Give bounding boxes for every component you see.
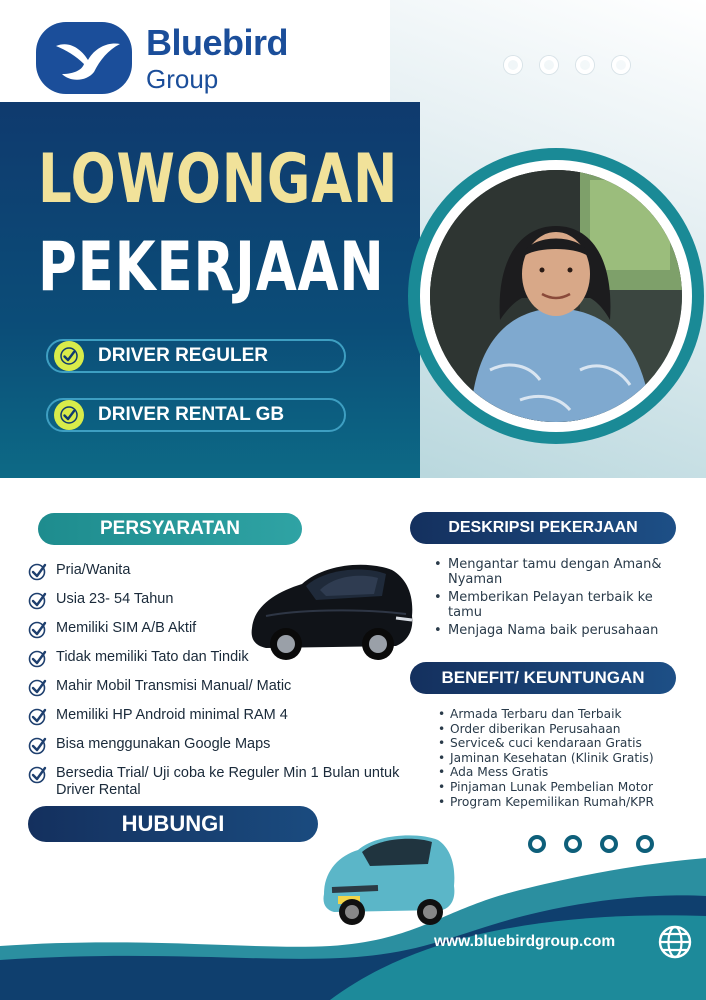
- check-circle-icon: [28, 562, 48, 582]
- position-label: DRIVER RENTAL GB: [98, 404, 285, 425]
- list-item: Bisa menggunakan Google Maps: [28, 736, 428, 753]
- website-url: www.bluebirdgroup.com: [434, 933, 616, 950]
- list-item: • Program Kepemilikan Rumah/KPR: [436, 795, 686, 810]
- list-item: Bersedia Trial/ Uji coba ke Reguler Min 1 Bulan untuk Driver Rental: [28, 765, 416, 799]
- check-circle-icon: [28, 678, 48, 698]
- list-item: • Service& cuci kendaraan Gratis: [436, 736, 686, 751]
- position-pill-driver-rental: [46, 398, 346, 432]
- description-header: DESKRIPSI PEKERJAAN: [410, 512, 676, 544]
- check-circle-icon: [28, 591, 48, 611]
- list-item: • Order diberikan Perusahaan: [436, 722, 686, 737]
- check-circle-icon: [28, 620, 48, 640]
- benefits-list: [436, 707, 686, 809]
- list-item: • Pinjaman Lunak Pembelian Motor: [436, 780, 686, 795]
- list-item: Memiliki SIM A/B Aktif: [28, 620, 428, 637]
- list-item: Pria/Wanita: [28, 562, 428, 579]
- position-label: DRIVER REGULER: [98, 345, 268, 366]
- check-circle-icon: [28, 707, 48, 727]
- list-item: Tidak memiliki Tato dan Tindik: [28, 649, 428, 666]
- headline-line2: PEKERJAAN: [38, 228, 385, 307]
- check-circle-icon: [28, 736, 48, 756]
- ring-dot-icon: [612, 56, 630, 74]
- bluebird-logo: [34, 20, 304, 100]
- requirements-header: PERSYARATAN: [38, 513, 302, 545]
- list-item: • Menjaga Nama baik perusahaan: [432, 623, 662, 638]
- list-item: Memiliki HP Android minimal RAM 4: [28, 707, 428, 724]
- driver-photo: [430, 170, 682, 422]
- description-list: [432, 557, 662, 641]
- brand-name: Bluebird: [146, 22, 289, 63]
- position-pill-driver-reguler: [46, 339, 346, 373]
- black-car-image: [246, 556, 416, 664]
- list-item: • Memberikan Pelayan terbaik ke tamu: [432, 590, 662, 620]
- decorative-dots-top: [504, 56, 630, 74]
- teal-car-image: [318, 828, 458, 928]
- check-circle-icon: [28, 649, 48, 669]
- list-item: Usia 23- 54 Tahun: [28, 591, 428, 608]
- list-item: • Mengantar tamu dengan Aman& Nyaman: [432, 557, 662, 587]
- list-item: • Ada Mess Gratis: [436, 765, 686, 780]
- ring-dot-icon: [540, 56, 558, 74]
- ring-dot-icon: [576, 56, 594, 74]
- list-item: • Armada Terbaru dan Terbaik: [436, 707, 686, 722]
- bluebird-logo-icon: [34, 20, 134, 96]
- check-circle-icon: [28, 765, 48, 785]
- contact-header: HUBUNGI: [28, 806, 318, 842]
- ring-dot-icon: [504, 56, 522, 74]
- check-circle-icon: [54, 341, 84, 371]
- benefits-header: BENEFIT/ KEUNTUNGAN: [410, 662, 676, 694]
- globe-icon: [657, 924, 693, 960]
- list-item: Mahir Mobil Transmisi Manual/ Matic: [28, 678, 428, 695]
- check-circle-icon: [54, 400, 84, 430]
- headline-line1: LOWONGAN: [38, 140, 399, 219]
- brand-group: Group: [146, 64, 219, 94]
- list-item: • Jaminan Kesehatan (Klinik Gratis): [436, 751, 686, 766]
